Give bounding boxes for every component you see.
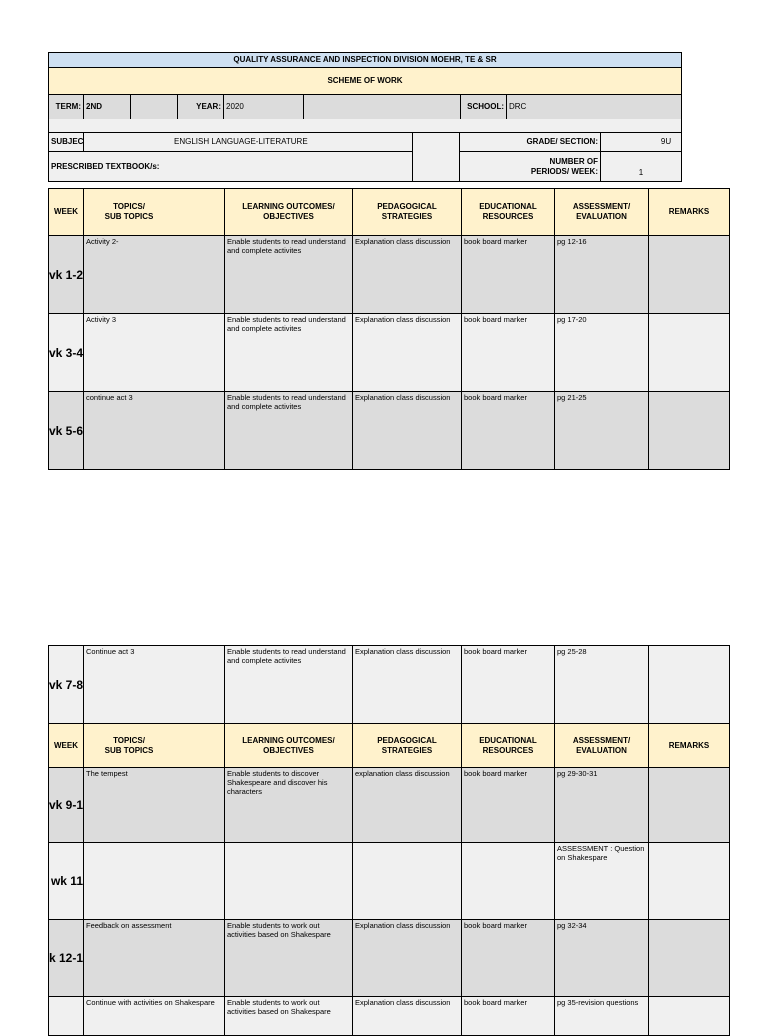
periods-value: 1 [600,151,682,182]
table-row-topic: The tempest [83,767,225,843]
table-row-outcome: Enable students to read understand and complete activites [224,391,353,470]
table-row-resources: book board marker [461,391,555,470]
col-remarks: REMARKS [648,723,730,768]
table-row-remarks [648,919,730,997]
col-topics: TOPICS/ SUB TOPICS [83,723,225,768]
scheme-header [48,52,682,182]
table-row-resources: book board marker [461,645,555,724]
col-week: WEEK [48,188,84,236]
division-title: QUALITY ASSURANCE AND INSPECTION DIVISION MOEHR, TE & SR [48,52,682,68]
subject-value: ENGLISH LANGUAGE-LITERATURE [83,132,413,152]
table-row-week: k 12-1 [48,919,84,997]
table-row-topic: Activity 2- [83,235,225,314]
term-value: 2ND [83,94,131,120]
table-row-assessment: pg 12-16 [554,235,649,314]
col-remarks: REMARKS [648,188,730,236]
school-label: SCHOOL: [460,94,507,120]
periods-label: NUMBER OF PERIODS/ WEEK: [459,151,601,182]
table-row-remarks [648,235,730,314]
col-resources: EDUCATIONAL RESOURCES [461,188,555,236]
table-row-outcome: Enable students to read understand and complete activites [224,645,353,724]
table-row-strategy [352,842,462,920]
table-row-remarks [648,996,730,1036]
table-row-outcome: Enable students to read understand and complete activites [224,235,353,314]
table-row-resources: book board marker [461,996,555,1036]
col-topics: TOPICS/ SUB TOPICS [83,188,225,236]
table-row-strategy: Explanation class discussion [352,996,462,1036]
grade-value: 9U [600,132,682,152]
table-row-strategy: Explanation class discussion [352,235,462,314]
table-row-resources [461,842,555,920]
table-row-assessment: pg 17-20 [554,313,649,392]
table-row-outcome: Enable students to work out activities based on Shakespare [224,919,353,997]
table-row-week: vk 5-6 [48,391,84,470]
table-row-week: vk 7-8 [48,645,84,724]
table-row-assessment: pg 29-30-31 [554,767,649,843]
table-row-topic: Continue act 3 [83,645,225,724]
col-outcomes: LEARNING OUTCOMES/ OBJECTIVES [224,188,353,236]
table-row-assessment: pg 25-28 [554,645,649,724]
table-row-outcome: Enable students to read understand and complete activites [224,313,353,392]
table-row-assessment: ASSESSMENT : Question on Shakespare [554,842,649,920]
table-row-week: wk 11 [48,842,84,920]
table-row-assessment: pg 21-25 [554,391,649,470]
grade-label: GRADE/ SECTION: [459,132,601,152]
textbook-label: PRESCRIBED TEXTBOOK/s: [48,151,413,182]
table-row-strategy: Explanation class discussion [352,391,462,470]
scheme-title: SCHEME OF WORK [48,67,682,95]
table-row-assessment: pg 35-revision questions [554,996,649,1036]
school-value: DRC [506,94,682,120]
col-assessment: ASSESSMENT/ EVALUATION [554,723,649,768]
term-label: TERM: [48,94,84,120]
year-value: 2020 [223,94,304,120]
table-row-topic: Feedback on assessment [83,919,225,997]
table-row-outcome [224,842,353,920]
table-row-strategy: Explanation class discussion [352,645,462,724]
table-row-outcome: Enable students to discover Shakespeare and discover his characters [224,767,353,843]
table-row-assessment: pg 32-34 [554,919,649,997]
table-row-week: vk 3-4 [48,313,84,392]
col-pedagogical: PEDAGOGICAL STRATEGIES [352,723,462,768]
table-row-resources: book board marker [461,235,555,314]
table-row-strategy: Explanation class discussion [352,919,462,997]
subject-label: SUBJEC [48,132,84,152]
col-assessment: ASSESSMENT/ EVALUATION [554,188,649,236]
scheme-table-page2 [48,645,710,1024]
year-label: YEAR: [177,94,224,120]
col-resources: EDUCATIONAL RESOURCES [461,723,555,768]
table-row-remarks [648,313,730,392]
table-row-resources: book board marker [461,313,555,392]
table-row-remarks [648,767,730,843]
table-row-topic [83,842,225,920]
table-row-week: vk 1-2 [48,235,84,314]
table-row-week: vk 9-1 [48,767,84,843]
col-outcomes: LEARNING OUTCOMES/ OBJECTIVES [224,723,353,768]
table-row-remarks [648,842,730,920]
table-row-remarks [648,645,730,724]
col-pedagogical: PEDAGOGICAL STRATEGIES [352,188,462,236]
table-row-topic: Activity 3 [83,313,225,392]
col-week: WEEK [48,723,84,768]
table-row-topic: Continue with activities on Shakespare [83,996,225,1036]
table-row-strategy: explanation class discussion [352,767,462,843]
table-row-topic: continue act 3 [83,391,225,470]
table-row-resources: book board marker [461,919,555,997]
table-row-week [48,996,84,1036]
table-row-remarks [648,391,730,470]
table-row-strategy: Explanation class discussion [352,313,462,392]
table-row-outcome: Enable students to work out activities based on Shakespare [224,996,353,1036]
scheme-table-page1 [48,188,710,470]
table-row-resources: book board marker [461,767,555,843]
